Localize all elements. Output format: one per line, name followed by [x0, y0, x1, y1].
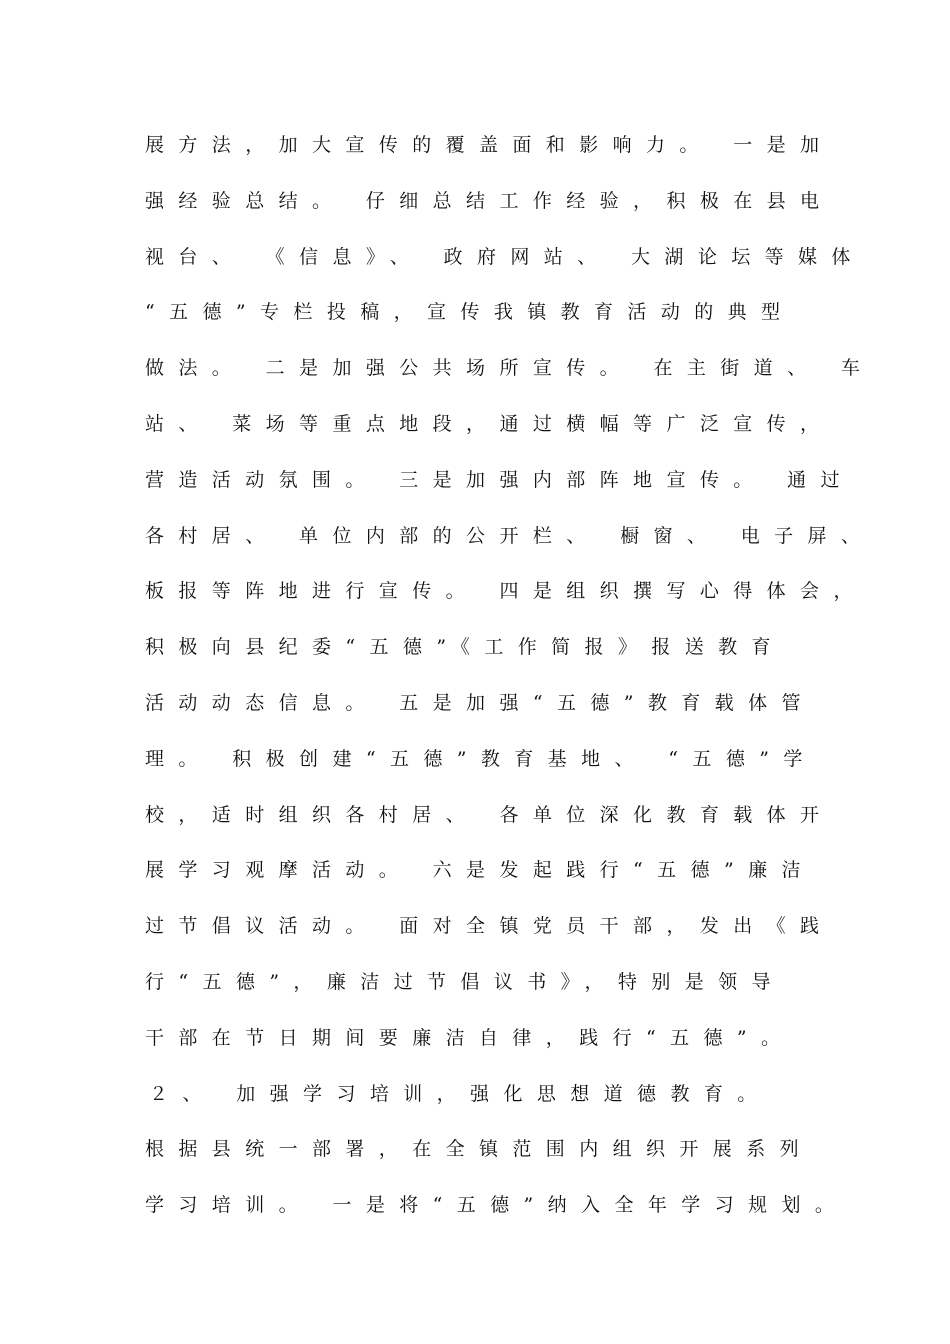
text-line: “五德”专栏投稿，宣传我镇教育活动的典型 — [145, 301, 795, 324]
text-line: 强经验总结。 仔细总结工作经验，积极在县电 — [145, 189, 834, 212]
text-line: 理。 积极创建“五德”教育基地、 “五德”学 — [145, 747, 817, 770]
text-line: 展方法，加大宣传的覆盖面和影响力。 一是加 — [145, 134, 834, 156]
text-line: 板报等阵地进行宣传。 四是组织撰写心得体会， — [145, 580, 867, 603]
text-line: 干部在节日期间要廉洁自律，践行“五德”。 — [145, 1026, 795, 1049]
text-line: 行“五德”，廉洁过节倡议书》，特别是领导 — [145, 970, 785, 993]
text-line: 学习培训。 一是将“五德”纳入全年学习规划。 — [145, 1194, 849, 1217]
section-heading: ２、 加强学习培训，强化思想道德教育。 — [149, 1082, 771, 1105]
text-line: 积极向县纪委“五德”《工作简报》报送教育 — [145, 636, 785, 659]
text-line: 视台、 《信息》、 政府网站、 大湖论坛等媒体 — [145, 245, 865, 268]
text-line: 活动动态信息。 五是加强“五德”教育载体管 — [145, 691, 815, 714]
text-line: 根据县统一部署，在全镇范围内组织开展系列 — [145, 1138, 814, 1161]
text-line: 校，适时组织各村居、 各单位深化教育载体开 — [145, 803, 834, 826]
text-line: 展学习观摩活动。 六是发起践行“五德”廉洁 — [145, 859, 815, 882]
document-body — [145, 127, 925, 1243]
text-line: 站、 菜场等重点地段，通过横幅等广泛宣传， — [145, 412, 834, 435]
text-line: 各村居、 单位内部的公开栏、 橱窗、 电子屏、 — [145, 524, 875, 547]
text-line: 过节倡议活动。 面对全镇党员干部，发出《践 — [145, 915, 834, 938]
text-line: 做法。 二是加强公共场所宣传。 在主街道、 车 — [145, 357, 875, 380]
text-line: 营造活动氛围。 三是加强内部阵地宣传。 通过 — [145, 468, 854, 491]
